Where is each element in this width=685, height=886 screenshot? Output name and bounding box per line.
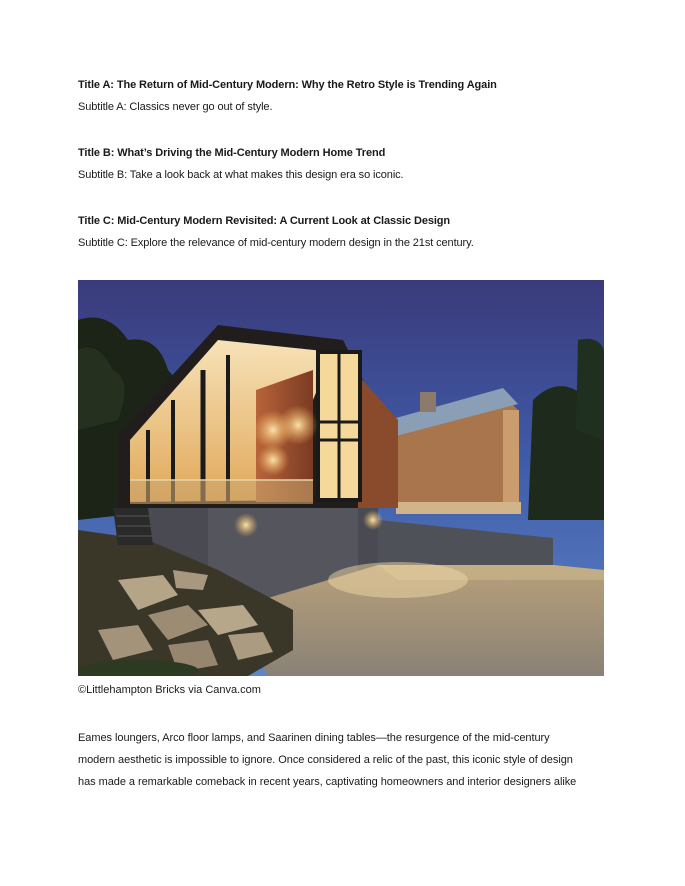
body-line: modern aesthetic is impossible to ignore. Once considered a relic of the past, this iconic style of design xyxy=(78,754,573,766)
subtitle-c: Subtitle C: Explore the relevance of mid-century modern design in the 21st century. xyxy=(78,237,474,249)
body-paragraph xyxy=(78,727,608,793)
subtitle-a: Subtitle A: Classics never go out of style. xyxy=(78,101,273,113)
title-c: Title C: Mid-Century Modern Revisited: A Current Look at Classic Design xyxy=(78,215,451,227)
house-photo xyxy=(78,280,604,676)
photo-caption: ©Littlehampton Bricks via Canva.com xyxy=(78,684,261,696)
body-line: has made a remarkable comeback in recent years, captivating homeowners and interior designers alike xyxy=(78,776,577,788)
subtitle-b: Subtitle B: Take a look back at what makes this design era so iconic. xyxy=(78,169,404,181)
title-a: Title A: The Return of Mid-Century Modern: Why the Retro Style is Trending Again xyxy=(78,79,497,91)
body-line: Eames loungers, Arco floor lamps, and Saarinen dining tables—the resurgence of the mid-century xyxy=(78,732,550,744)
title-b: Title B: What’s Driving the Mid-Century Modern Home Trend xyxy=(78,147,386,159)
